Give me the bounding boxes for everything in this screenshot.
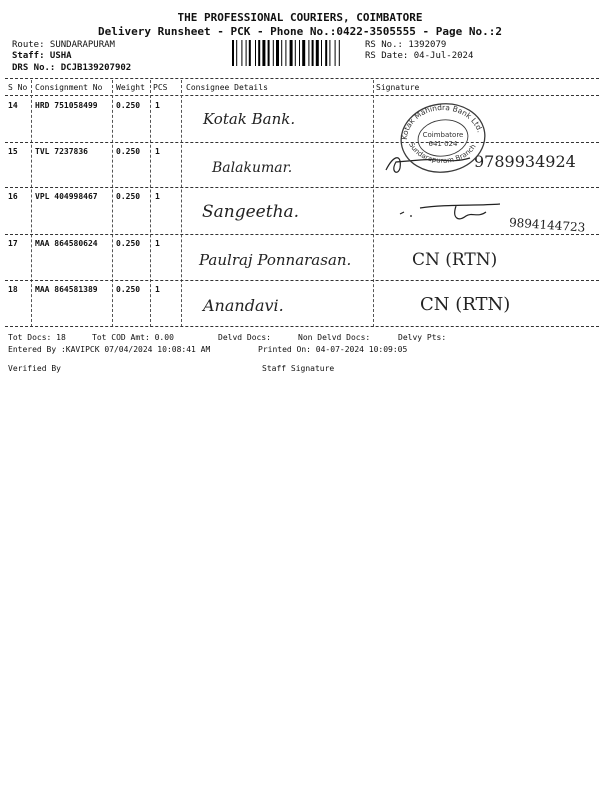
col-consignee: Consignee Details	[186, 83, 268, 92]
row-divider	[5, 326, 599, 327]
row-consignee-handwritten: Paulraj Ponnarasan.	[199, 251, 352, 269]
svg-text:Kotak Mahindra Bank Ltd.: Kotak Mahindra Bank Ltd.	[399, 102, 485, 141]
column-separator	[31, 80, 32, 327]
row-pcs: 1	[155, 192, 160, 201]
column-separator	[181, 80, 182, 327]
row-pcs: 1	[155, 239, 160, 248]
row-consignee-handwritten: Anandavi.	[203, 296, 284, 315]
column-separator	[150, 80, 151, 327]
row-consignee-handwritten: Kotak Bank.	[203, 110, 296, 128]
svg-text:Coimbatore: Coimbatore	[422, 131, 464, 139]
column-separator	[373, 80, 374, 327]
divider	[5, 95, 599, 96]
divider	[5, 78, 599, 79]
delivered-docs: Delvd Docs:	[218, 333, 271, 342]
signature-handwritten: CN (RTN)	[412, 250, 498, 270]
signature-phone-handwritten: 9894144723	[508, 215, 586, 235]
svg-text:Sundarapuram Branch: Sundarapuram Branch	[407, 141, 478, 165]
signature-handwritten: CN (RTN)	[420, 294, 511, 315]
signature-scribble	[396, 200, 504, 226]
row-weight: 0.250	[116, 147, 141, 156]
row-consignment: VPL 404998467	[35, 192, 98, 201]
row-sno: 18	[8, 285, 18, 294]
col-sno: S No	[8, 83, 28, 92]
row-consignment: HRD 751058499	[35, 101, 98, 110]
printed-on: Printed On: 04-07-2024 10:09:05	[258, 345, 408, 354]
row-weight: 0.250	[116, 239, 141, 248]
route-label: Route: SUNDARAPURAM	[12, 40, 115, 50]
row-sno: 16	[8, 192, 18, 201]
staff-signature-label: Staff Signature	[262, 364, 335, 373]
row-consignment: TVL 7237836	[35, 147, 88, 156]
bank-stamp-seal	[395, 100, 491, 174]
rs-number: RS No.: 1392079	[365, 40, 447, 50]
row-weight: 0.250	[116, 192, 141, 201]
svg-text:641 024: 641 024	[428, 140, 458, 148]
row-pcs: 1	[155, 285, 160, 294]
company-title: THE PROFESSIONAL COURIERS, COIMBATORE	[177, 11, 423, 24]
signature-phone-handwritten: 9789934924	[474, 152, 576, 171]
staff-label: Staff: USHA	[12, 51, 72, 61]
entered-by: Entered By :KAVIPCK 07/04/2024 10:08:41 AM	[8, 345, 211, 354]
barcode-image	[230, 40, 356, 66]
total-cod-amount: Tot COD Amt: 0.00	[92, 333, 174, 342]
row-sno: 14	[8, 101, 18, 110]
row-sno: 15	[8, 147, 18, 156]
column-separator	[112, 80, 113, 327]
col-consignment: Consignment No	[35, 83, 103, 92]
col-signature: Signature	[376, 83, 420, 92]
row-weight: 0.250	[116, 285, 141, 294]
row-divider	[5, 187, 599, 188]
row-divider	[5, 280, 599, 281]
col-pcs: PCS	[153, 83, 168, 92]
verified-by-label: Verified By	[8, 364, 61, 373]
row-sno: 17	[8, 239, 18, 248]
row-divider	[5, 234, 599, 235]
col-weight: Weight	[116, 83, 145, 92]
row-consignment: MAA 864581389	[35, 285, 98, 294]
delivery-points: Delvy Pts:	[398, 333, 447, 342]
runsheet-subtitle: Delivery Runsheet - PCK - Phone No.:0422-3505555 - Page No.:2	[98, 25, 502, 38]
row-pcs: 1	[155, 101, 160, 110]
row-divider	[5, 142, 599, 143]
row-consignment: MAA 864580624	[35, 239, 98, 248]
total-docs: Tot Docs: 18	[8, 333, 66, 342]
rs-date: RS Date: 04-Jul-2024	[365, 51, 474, 61]
row-pcs: 1	[155, 147, 160, 156]
row-consignee-handwritten: Sangeetha.	[202, 202, 300, 222]
row-weight: 0.250	[116, 101, 141, 110]
non-delivered-docs: Non Delvd Docs:	[298, 333, 371, 342]
drs-number: DRS No.: DCJB139207902	[12, 63, 132, 73]
row-consignee-handwritten: Balakumar.	[212, 160, 293, 176]
